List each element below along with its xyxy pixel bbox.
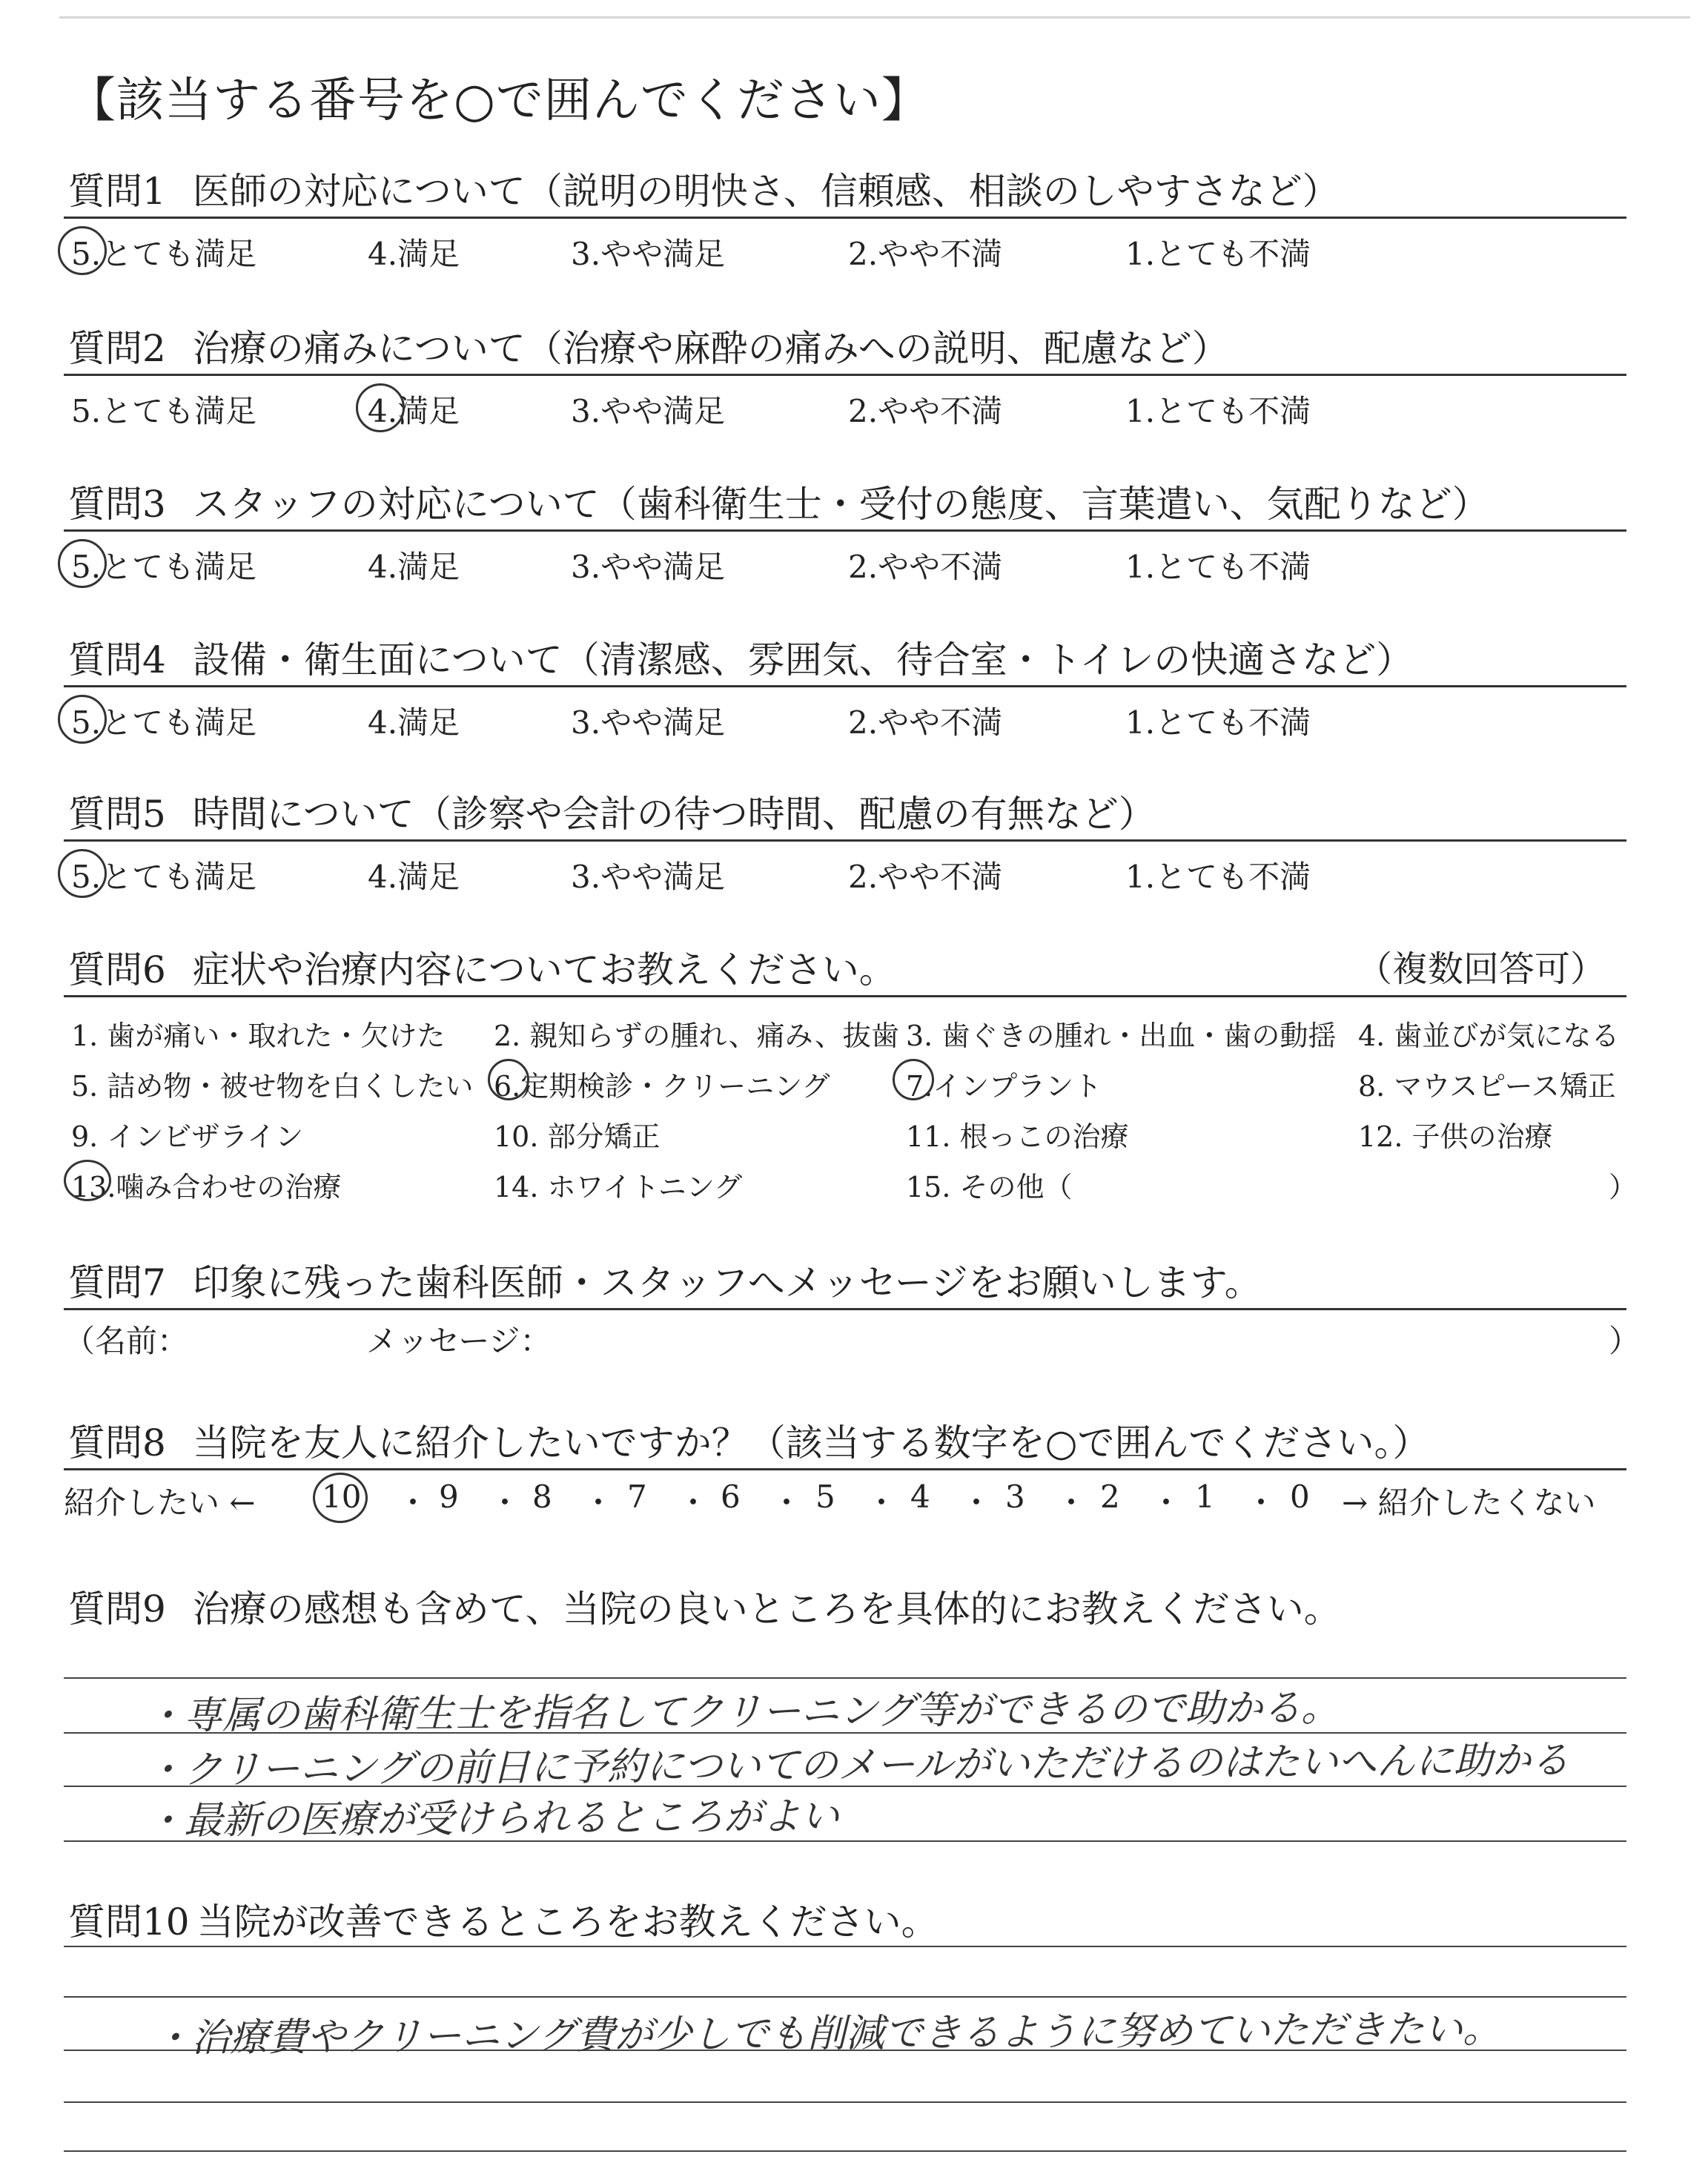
rating-option[interactable]: 4.満足 <box>368 859 460 895</box>
question-10 <box>68 1892 939 1946</box>
question-4 <box>68 630 1413 684</box>
question-number: 質問7 <box>68 1261 166 1304</box>
scale-separator: ・ <box>489 1484 521 1521</box>
symptom-option[interactable]: 9. インビザライン <box>71 1120 304 1153</box>
scale-option[interactable]: 9 <box>439 1479 459 1515</box>
question-5 <box>68 785 1156 838</box>
rating-option[interactable]: 1.とても不満 <box>1125 704 1311 741</box>
rating-option[interactable]: 5.とても満足 <box>71 549 257 585</box>
rating-option[interactable]: 2.やや不満 <box>848 859 1003 895</box>
scale-separator: ・ <box>1245 1484 1277 1521</box>
rating-option[interactable]: 3.やや満足 <box>571 236 726 272</box>
rating-option[interactable]: 2.やや不満 <box>848 393 1003 429</box>
selected-answer-circle <box>58 226 107 275</box>
selected-answer-circle <box>356 383 405 432</box>
multiple-answers-note: （複数回答可） <box>1357 948 1606 990</box>
scale-option[interactable]: 10 <box>322 1479 362 1515</box>
question-number: 質問4 <box>68 638 166 681</box>
selected-answer-circle <box>64 1160 111 1201</box>
scale-option[interactable]: 2 <box>1100 1479 1120 1515</box>
question-text: 印象に残った歯科医師・スタッフへメッセージをお願いします。 <box>192 1261 1262 1304</box>
scale-option[interactable]: 0 <box>1290 1479 1310 1515</box>
handwritten-answer: ・治療費やクリーニング費が少しでも削減できるように努めていただきたい。 <box>152 2007 1502 2061</box>
selected-answer-circle <box>893 1059 934 1100</box>
scale-separator: ・ <box>1151 1484 1182 1521</box>
answer-line <box>64 1946 1626 1947</box>
handwritten-answer: ・クリーニングの前日に予約についてのメールがいただけるのはたいへんに助かる <box>145 1738 1570 1793</box>
scale-separator: ・ <box>1056 1484 1088 1521</box>
question-text: 症状や治療内容についてお教えください。 <box>192 948 896 991</box>
scale-separator: ・ <box>771 1484 803 1521</box>
question-text: 当院が改善できるところをお教えください。 <box>196 1900 939 1943</box>
question-number: 質問2 <box>68 327 166 370</box>
question-2 <box>68 319 1229 372</box>
rating-option[interactable]: 3.やや満足 <box>571 859 726 895</box>
symptom-option[interactable]: 13.噛み合わせの治療 <box>71 1171 342 1203</box>
symptom-option[interactable]: 6.定期検診・クリーニング <box>494 1070 830 1103</box>
message-close-paren: ） <box>1609 1323 1641 1359</box>
name-label: （名前： <box>64 1323 189 1359</box>
handwritten-answer: ・最新の医療が受けられるところがよい <box>145 1794 840 1844</box>
scale-separator: ・ <box>397 1484 429 1521</box>
rating-option[interactable]: 4.満足 <box>368 704 460 741</box>
symptom-option[interactable]: 3. 歯ぐきの腫れ・出血・歯の動揺 <box>906 1020 1337 1052</box>
symptom-option[interactable]: 10. 部分矯正 <box>494 1120 661 1153</box>
question-number: 質問6 <box>68 948 166 991</box>
question-9 <box>68 1579 1341 1633</box>
selected-answer-circle <box>313 1473 368 1523</box>
scale-option[interactable]: 7 <box>627 1479 647 1515</box>
question-text: 時間について（診察や会計の待つ時間、配慮の有無など） <box>192 793 1156 836</box>
handwritten-answer: ・専属の歯科衛生士を指名してクリーニング等ができるので助かる。 <box>145 1685 1340 1739</box>
question-7 <box>68 1253 1262 1307</box>
question-number: 質問3 <box>68 483 166 526</box>
question-6 <box>68 940 896 994</box>
question-8 <box>68 1413 1429 1467</box>
scale-separator: ・ <box>583 1484 615 1521</box>
rating-option[interactable]: 4.満足 <box>368 393 460 429</box>
symptom-option[interactable]: 4. 歯並びが気になる <box>1358 1020 1620 1052</box>
divider <box>64 529 1626 532</box>
symptom-option[interactable]: 14. ホワイトニング <box>494 1171 743 1203</box>
question-number: 質問9 <box>68 1588 166 1631</box>
rating-option[interactable]: 3.やや満足 <box>571 549 726 585</box>
scale-option[interactable]: 1 <box>1195 1479 1215 1515</box>
rating-option[interactable]: 3.やや満足 <box>571 704 726 741</box>
question-number: 質問5 <box>68 793 166 836</box>
answer-line <box>64 1677 1626 1679</box>
rating-option[interactable]: 1.とても不満 <box>1125 859 1311 895</box>
question-text: 設備・衛生面について（清潔感、雰囲気、待合室・トイレの快適さなど） <box>192 638 1414 681</box>
rating-option[interactable]: 3.やや満足 <box>571 393 726 429</box>
question-text: 医師の対応について（説明の明快さ、信頼感、相談のしやすさなど） <box>192 170 1340 213</box>
question-number: 質問8 <box>68 1421 166 1464</box>
scale-separator: ・ <box>866 1484 898 1521</box>
form-instruction-header: 【該当する番号を○で囲んでください】 <box>68 73 930 128</box>
rating-option[interactable]: 2.やや不満 <box>848 704 1003 741</box>
scale-left-label: 紹介したい ← <box>64 1484 256 1521</box>
rating-option[interactable]: 5.とても満足 <box>71 393 257 429</box>
question-number: 質問1 <box>68 170 166 213</box>
question-number: 質問10 <box>68 1900 190 1943</box>
scale-separator: ・ <box>678 1484 709 1521</box>
question-text: スタッフの対応について（歯科衛生士・受付の態度、言葉遣い、気配りなど） <box>192 483 1489 526</box>
question-text: 当院を友人に紹介したいですか？（該当する数字を○で囲んでください。） <box>192 1421 1430 1464</box>
message-label: メッセージ： <box>366 1323 552 1359</box>
divider <box>64 1308 1626 1310</box>
rating-option[interactable]: 5.とても満足 <box>71 236 257 272</box>
selected-answer-circle <box>488 1059 529 1100</box>
rating-option[interactable]: 4.満足 <box>368 549 460 585</box>
divider <box>64 374 1626 376</box>
question-3 <box>68 475 1489 528</box>
other-close-paren: ） <box>1609 1171 1638 1203</box>
answer-line <box>64 2150 1626 2152</box>
rating-option[interactable]: 2.やや不満 <box>848 549 1003 585</box>
scale-option[interactable]: 5 <box>815 1479 835 1515</box>
selected-answer-circle <box>58 695 107 744</box>
symptom-option[interactable]: 7.インプラント <box>906 1070 1102 1103</box>
selected-answer-circle <box>58 849 107 898</box>
rating-option[interactable]: 5.とても満足 <box>71 859 257 895</box>
selected-answer-circle <box>58 539 107 588</box>
divider <box>64 685 1626 687</box>
symptom-option[interactable]: 8. マウスピース矯正 <box>1358 1070 1616 1103</box>
scale-right-label: → 紹介したくない <box>1342 1484 1596 1521</box>
scan-top-edge <box>59 16 1690 19</box>
scale-option[interactable]: 8 <box>532 1479 552 1515</box>
symptom-option[interactable]: 15. その他（ <box>906 1171 1073 1203</box>
divider <box>64 995 1626 997</box>
scale-option[interactable]: 4 <box>910 1479 930 1515</box>
rating-option[interactable]: 4.満足 <box>368 236 460 272</box>
rating-option[interactable]: 1.とても不満 <box>1125 549 1311 585</box>
question-1 <box>68 162 1340 215</box>
question-text: 治療の痛みについて（治療や麻酔の痛みへの説明、配慮など） <box>192 327 1229 370</box>
symptom-option[interactable]: 12. 子供の治療 <box>1358 1120 1553 1153</box>
rating-option[interactable]: 2.やや不満 <box>848 236 1003 272</box>
scale-option[interactable]: 3 <box>1005 1479 1025 1515</box>
rating-option[interactable]: 1.とても不満 <box>1125 393 1311 429</box>
divider <box>64 839 1626 842</box>
rating-option[interactable]: 5.とても満足 <box>71 704 257 741</box>
symptom-option[interactable]: 5. 詰め物・被せ物を白くしたい <box>71 1070 474 1103</box>
divider <box>64 217 1626 219</box>
symptom-option[interactable]: 1. 歯が痛い・取れた・欠けた <box>71 1020 446 1052</box>
divider <box>64 1468 1626 1470</box>
scale-separator: ・ <box>961 1484 993 1521</box>
rating-option[interactable]: 1.とても不満 <box>1125 236 1311 272</box>
scale-option[interactable]: 6 <box>721 1479 741 1515</box>
symptom-option[interactable]: 11. 根っこの治療 <box>906 1120 1129 1153</box>
answer-line <box>64 2101 1626 2103</box>
question-text: 治療の感想も含めて、当院の良いところを具体的にお教えください。 <box>192 1588 1341 1631</box>
symptom-option[interactable]: 2. 親知らずの腫れ、痛み、抜歯 <box>494 1020 899 1052</box>
